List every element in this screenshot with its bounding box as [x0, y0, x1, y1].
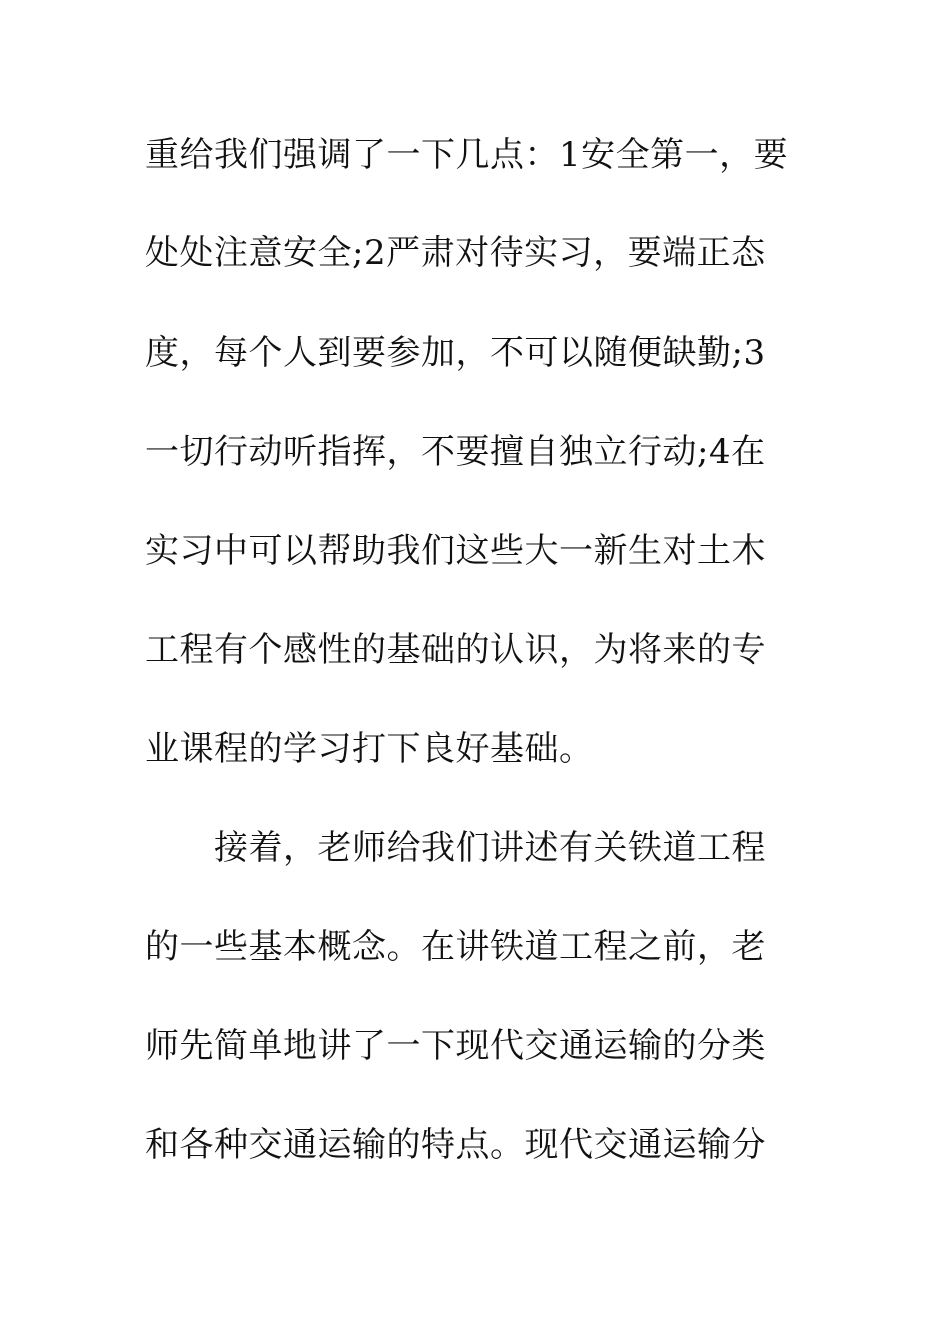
paragraph-2-line-4: 和各种交通运输的特点。现代交通运输分 — [145, 1125, 766, 1165]
paragraph-1-line-4: 一切行动听指挥，不要擅自独立行动;4在 — [145, 432, 766, 472]
paragraph-1-line-3: 度，每个人到要参加，不可以随便缺勤;3 — [145, 333, 766, 373]
paragraph-2-line-1: 接着，老师给我们讲述有关铁道工程 — [214, 828, 766, 868]
paragraph-1-line-7: 业课程的学习打下良好基础。 — [145, 729, 594, 769]
paragraph-1-line-2: 处处注意安全;2严肃对待实习，要端正态 — [145, 233, 766, 273]
paragraph-2-line-3: 师先简单地讲了一下现代交通运输的分类 — [145, 1026, 766, 1066]
paragraph-1-line-6: 工程有个感性的基础的认识，为将来的专 — [145, 630, 766, 670]
paragraph-2-line-2: 的一些基本概念。在讲铁道工程之前，老 — [145, 927, 766, 967]
paragraph-1-line-1: 重给我们强调了一下几点：1安全第一，要 — [145, 135, 789, 175]
paragraph-1-line-5: 实习中可以帮助我们这些大一新生对土木 — [145, 531, 766, 571]
